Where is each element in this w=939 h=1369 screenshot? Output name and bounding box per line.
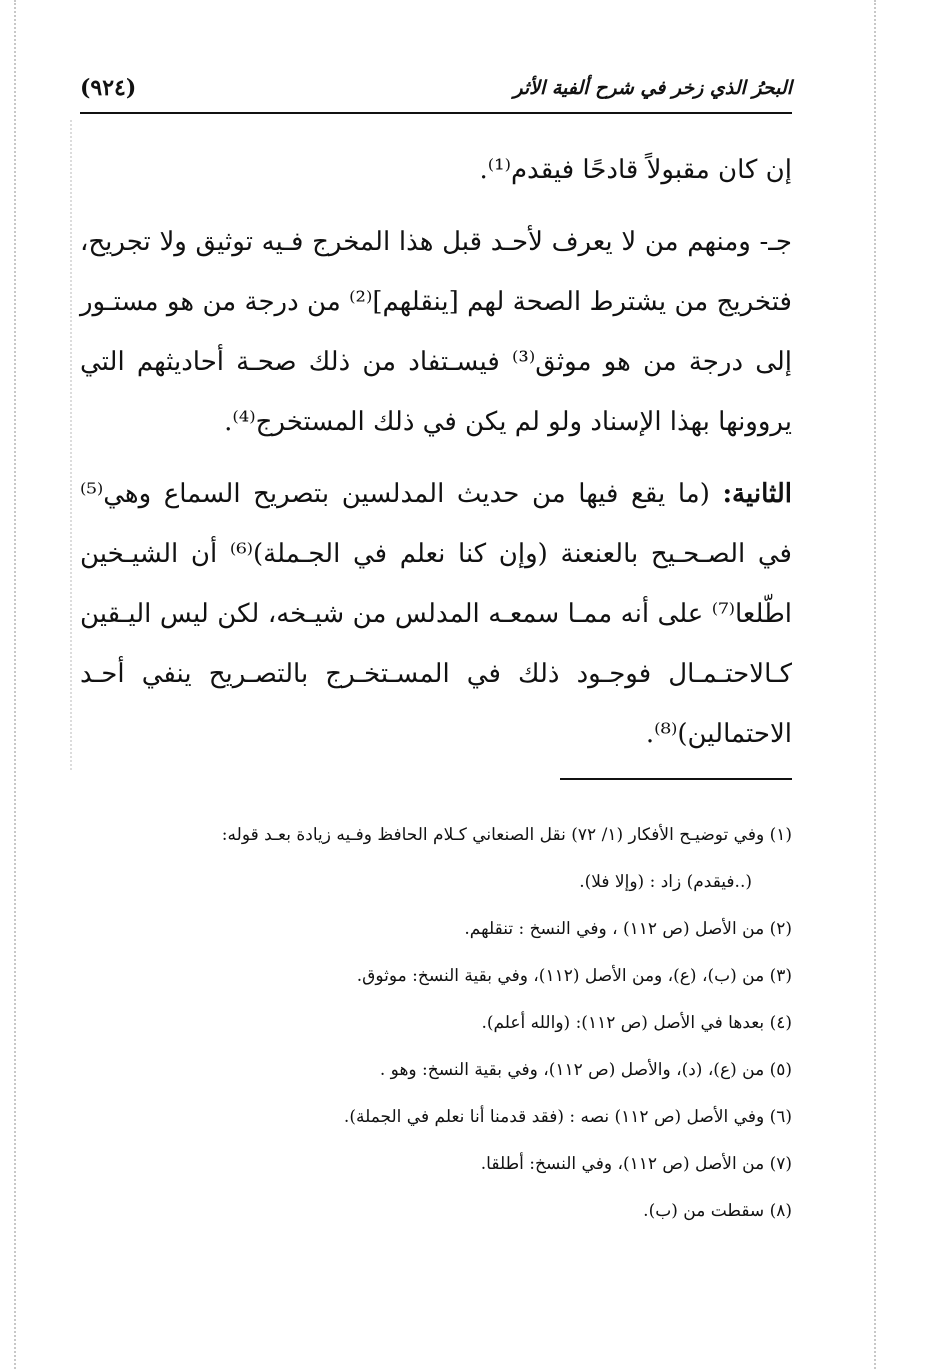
scan-edge-dots-inner [70, 120, 72, 770]
paragraph-3 [80, 464, 792, 764]
page-number: (٩٢٤) [80, 75, 137, 101]
paragraph-2: جـ- ومنهم من لا يعرف لأحـد قبل هذا المخرج فـيه توثيق ولا تجريح، فتخريج من يشترط الصحة لهم [ينقلهم]⁽²⁾ من درجة من هو مستـور إلى درجة من هو موثق⁽³⁾ فيسـتفاد من ذلك صحـة أحاديثهم التي يروونها بهذا الإسناد ولو لم يكن في ذلك المستخرج⁽⁴⁾. [80, 227, 793, 437]
footnote-separator [560, 778, 792, 780]
footnote-3: (٣) من (ب)، (ع)، ومن الأصل (١١٢)، وفي بقية النسخ: موثوق. [356, 966, 792, 986]
footnote-5: (٥) من (ع)، (د)، والأصل (ص ١١٢)، وفي بقية النسخ: وهو . [379, 1060, 792, 1080]
paragraph-3-text: (ما يقع فيها من حديث المدلسين بتصريح السماع وهي⁽⁵⁾ في الصـحـيح بالعنعنة (وإن كنا نعلم في الجـملة)⁽⁶⁾ أن الشيـخين اطّلعا⁽⁷⁾ على أنه ممـا سمعـه المدلس من شيـخه، لكن ليس اليـقين كـالاحتـمـال فوجـود ذلك في المسـتخـرج بالتصـريح ينفي أحـد الاحتمالين)⁽⁸⁾. [80, 479, 792, 749]
footnote-2: (٢) من الأصل (ص ١١٢) ، وفي النسخ : تنقلهم. [464, 919, 792, 939]
scan-edge-dots-right [874, 0, 876, 1369]
footnote-4: (٤) بعدها في الأصل (ص ١١٢): (والله أعلم). [481, 1013, 792, 1033]
footnote-8: (٨) سقطت من (ب). [643, 1201, 792, 1221]
header-rule [80, 112, 792, 114]
footnote-7: (٧) من الأصل (ص ١١٢)، وفي النسخ: أطلقا. [480, 1154, 792, 1174]
footnote-6: (٦) وفي الأصل (ص ١١٢) نصه : (فقد قدمنا أنا نعلم في الجملة). [343, 1107, 792, 1127]
running-title: البحرُ الذي زخر في شرح ألفية الأثر [513, 77, 792, 99]
footnote-1-continuation: (..فيقدم) زاد : (وإلا فلا). [579, 872, 752, 892]
scan-edge-dots-left [14, 0, 16, 1369]
footnotes [80, 812, 792, 1235]
page-header [80, 66, 792, 110]
main-text [80, 140, 792, 776]
footnote-1: (١) وفي توضيـح الأفكار (١/ ٧٢) نقل الصنعاني كـلام الحافظ وفـيه زيادة بعـد قوله: [221, 825, 792, 845]
paragraph-3-lead: الثانية: [722, 479, 792, 509]
paragraph-1: إن كان مقبولاً قادحًا فيقدم⁽¹⁾. [479, 155, 792, 185]
